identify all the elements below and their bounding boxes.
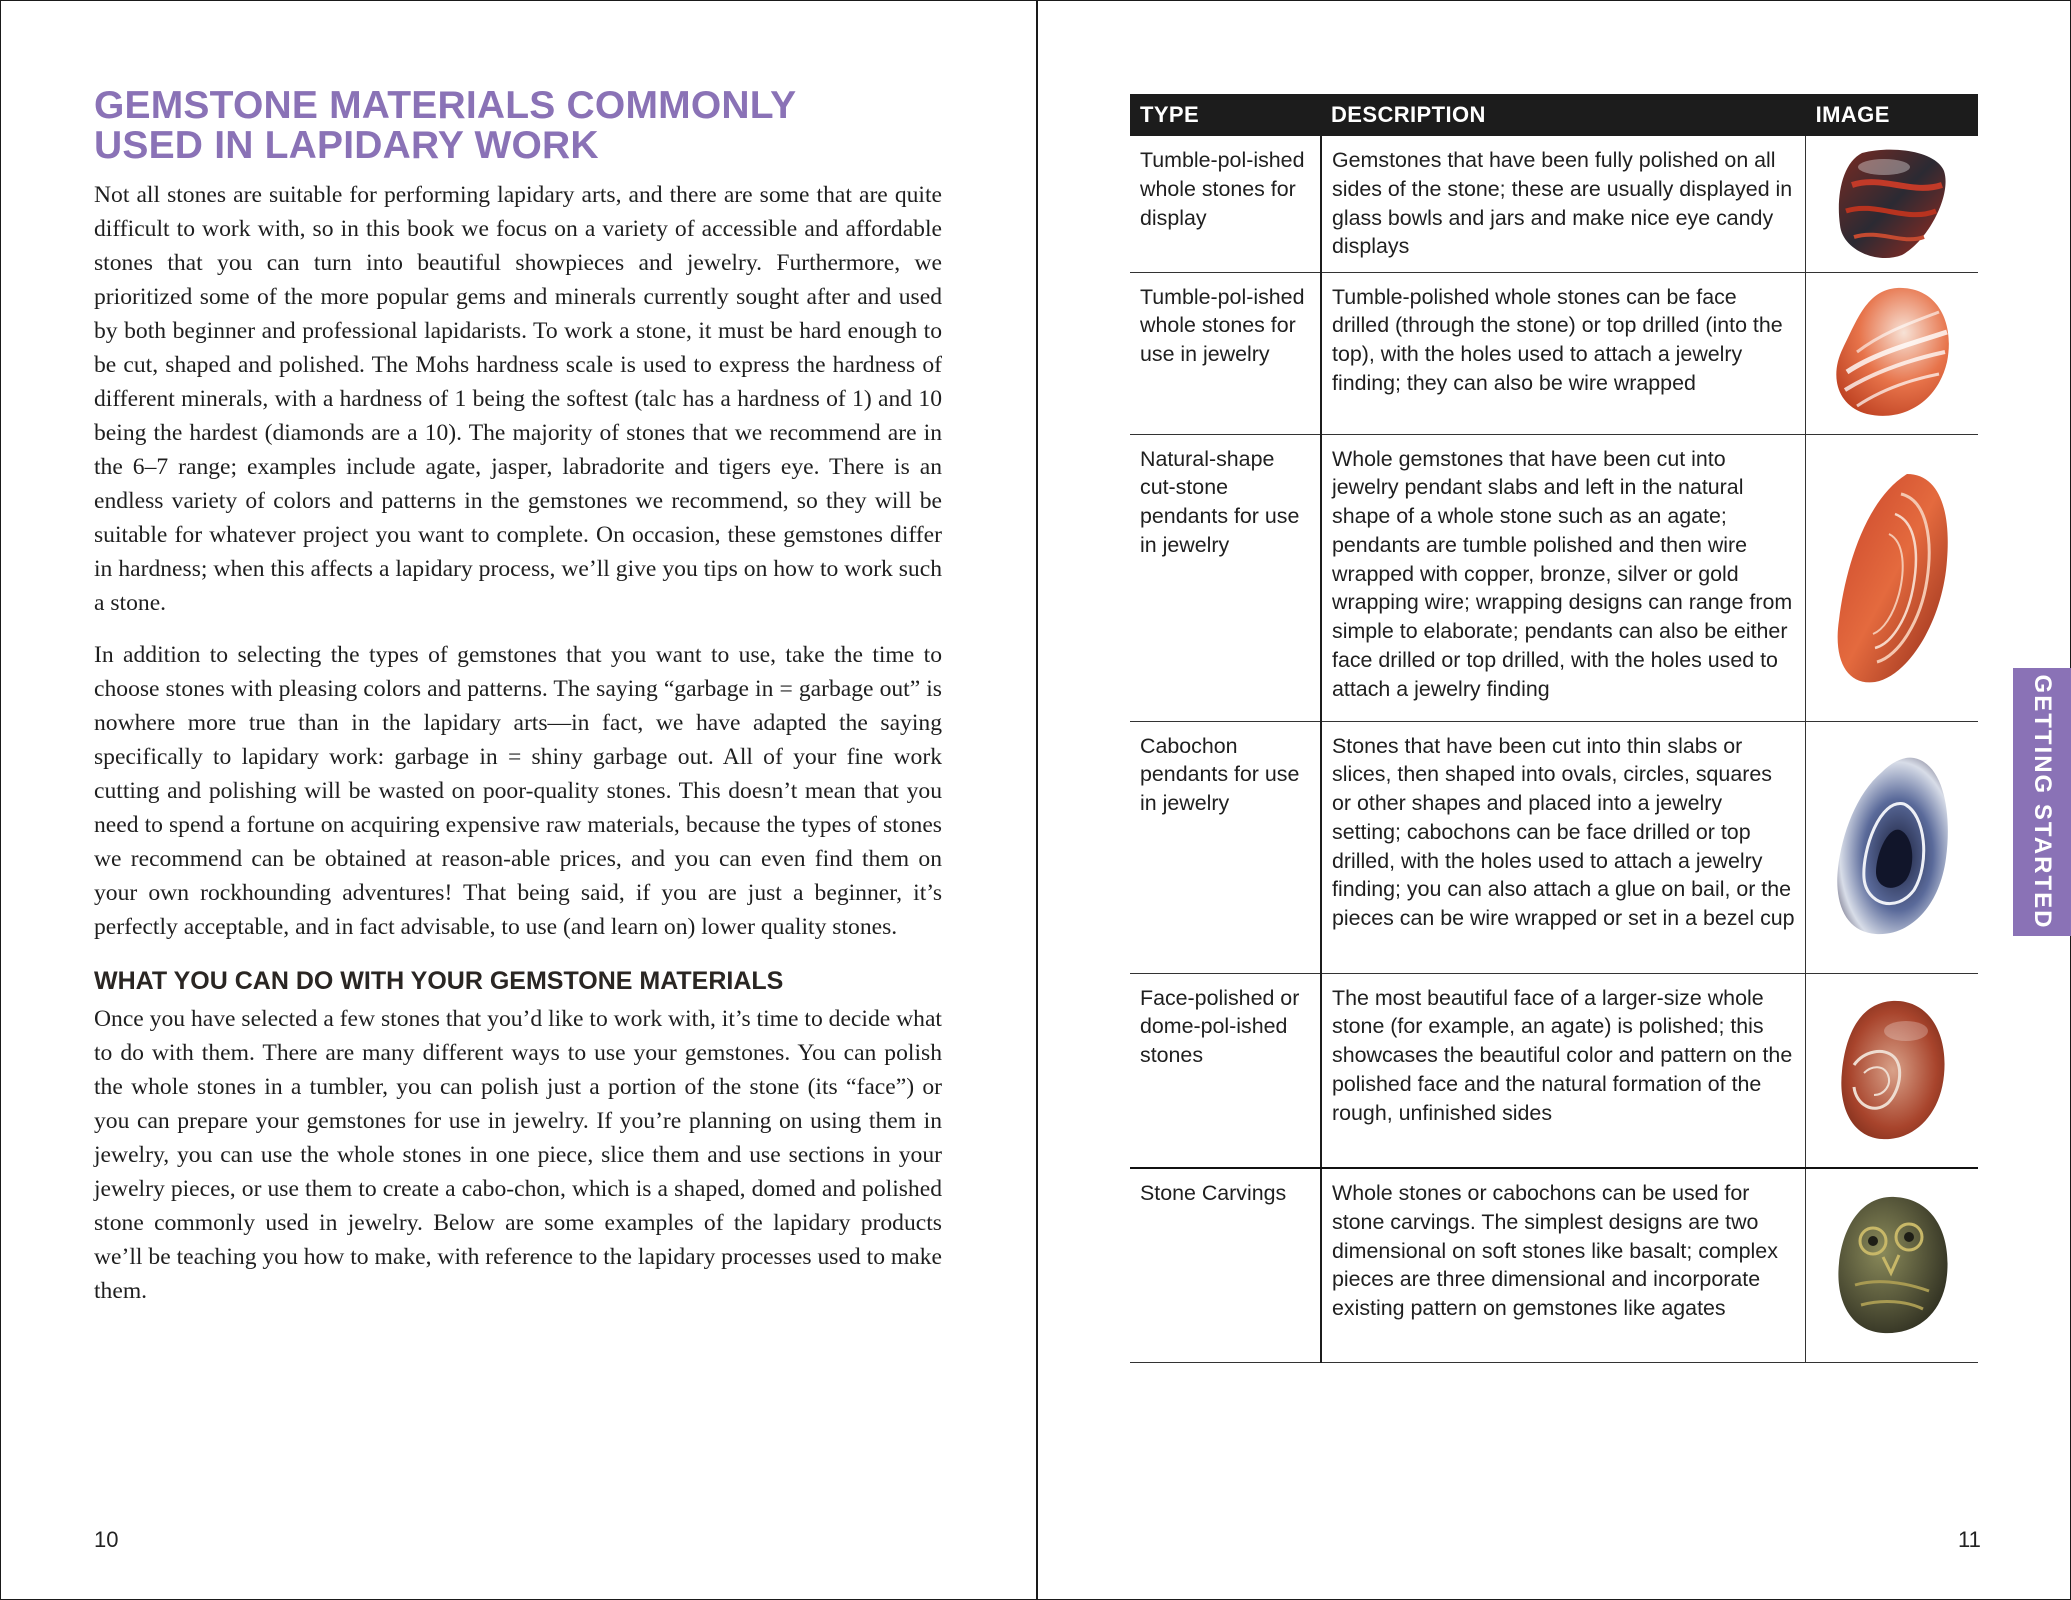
page-title: [94, 86, 942, 166]
table-row: [1130, 1168, 1978, 1362]
row-type: Tumble-pol-ished whole stones for display: [1130, 136, 1321, 272]
row-image-cell: [1806, 1168, 1978, 1362]
row-type: Natural-shape cut-stone pendants for use in jewelry: [1130, 434, 1321, 721]
uses-paragraph: Once you have selected a few stones that you’d like to work with, it’s time to decide what to do with them. There are many different ways to use your gemstones. You can polish the whole stones in a tumbler, you can polish just a portion of the stone (its “face”) or you can prepare your gemstones for use in jewelry. If you’re planning on using them in jewelry, you can use the whole stones in one piece, slice them and use sections in your jewelry pieces, or use them to create a cabo-chon, which is a shaped, domed and polished stone commonly used in jewelry. Below are some examples of the lapidary products we’ll be teaching you how to make, with reference to the lapidary processes used to make them.: [94, 1006, 942, 1304]
row-image-cell: [1806, 721, 1978, 973]
row-image-cell: [1806, 434, 1978, 721]
header-description: DESCRIPTION: [1321, 94, 1806, 136]
face-polished-agate-image: [1834, 995, 1950, 1145]
page-number-left: 10: [94, 1527, 119, 1552]
row-type: Stone Carvings: [1130, 1168, 1321, 1362]
cabochon-image: [1830, 754, 1954, 940]
agate-pendant-image: [1829, 470, 1955, 686]
row-description: Stones that have been cut into thin slabs or slices, then shaped into ovals, circles, squares or other shapes and placed into a jewelry setting; cabochons can be face drilled or top drilled, with the holes used to attach a jewelry finding; you can also attach a glue on bail, or the pieces can be wire wrapped or set in a bezel cup: [1321, 721, 1806, 973]
row-image-cell: [1806, 272, 1978, 434]
side-tab-label: GETTING STARTED: [2029, 674, 2056, 930]
table-row: [1130, 136, 1978, 272]
intro-paragraph: Not all stones are suitable for performing lapidary arts, and there are some that are quite difficult to work with, so in this book we focus on a variety of accessible and affordable stones that you can turn into beautiful showpieces and jewelry. Furthermore, we prioritized some of the more popular gems and minerals currently sought after and used by both beginner and professional lapidarists. To work a stone, it must be hard enough to be cut, shaped and polished. The Mohs hardness scale is used to express the hardness of different minerals, with a hardness of 1 being the softest (talc has a hardness of 1) and 10 being the hardest (diamonds are a 10). The majority of stones that we recommend are in the 6–7 range; examples include agate, jasper, labradorite and tigers eye. There is an endless variety of colors and patterns in the gemstones we recommend, so they will be suitable for whatever project you want to complete. On occasion, these gemstones differ in hardness; when this affects a lapidary process, we’ll give you tips on how to work such a stone.: [94, 182, 942, 616]
header-type: TYPE: [1130, 94, 1321, 136]
row-description: Whole stones or cabochons can be used for stone carvings. The simplest designs are two dimensional on soft stones like basalt; complex pieces are three dimensional and incorporate existing pattern on gemstones like agates: [1321, 1168, 1806, 1362]
page-number-right: 11: [1958, 1527, 1981, 1552]
row-image-cell: [1806, 136, 1978, 272]
table-row: [1130, 272, 1978, 434]
table-header-row: [1130, 94, 1978, 136]
row-description: The most beautiful face of a larger-size whole stone (for example, an agate) is polished; this showcases the beautiful color and pattern on the polished face and the natural formation of the rough, unfinished sides: [1321, 973, 1806, 1168]
carved-stone-image: [1831, 1193, 1953, 1337]
row-image-cell: [1806, 973, 1978, 1168]
header-image: IMAGE: [1806, 94, 1978, 136]
row-description: Gemstones that have been fully polished on all sides of the stone; these are usually displayed in glass bowls and jars and make nice eye candy displays: [1321, 136, 1806, 272]
table-row: [1130, 434, 1978, 721]
selection-paragraph: In addition to selecting the types of gemstones that you want to use, take the time to choose stones with pleasing colors and patterns. The saying “garbage in = garbage out” is nowhere more true than in the lapidary arts—in fact, we have adapted the saying specifically to lapidary work: garbage in = shiny garbage out. All of your fine work cutting and polishing will be wasted on poor-quality stones. This doesn’t mean that you need to spend a fortune on acquiring expensive raw materials, because the types of stones we recommend can be obtained at reason-able prices, and you can even find them on your own rockhounding adventures! That being said, if you are just a beginner, it’s perfectly acceptable, and in fact advisable, to use (and learn on) lower quality stones.: [94, 642, 942, 940]
gemstone-types-table: [1130, 94, 1978, 1363]
row-type: Cabochon pendants for use in jewelry: [1130, 721, 1321, 973]
row-type: Face-polished or dome-pol-ished stones: [1130, 973, 1321, 1168]
left-page: [94, 86, 942, 1308]
chapter-side-tab[interactable]: [2013, 668, 2071, 936]
title-line-1: GEMSTONE MATERIALS COMMONLY: [94, 84, 797, 127]
title-line-2: USED IN LAPIDARY WORK: [94, 124, 599, 167]
row-description: Whole gemstones that have been cut into jewelry pendant slabs and left in the natural shape of a whole stone such as an agate; pendants are tumble polished and then wire wrapped with copper, bronze, silver or gold wrapping wire; wrapping designs can range from simple to elaborate; pendants can also be either face drilled or top drilled, with the holes used to attach a jewelry finding: [1321, 434, 1806, 721]
row-type: Tumble-pol-ished whole stones for use in jewelry: [1130, 272, 1321, 434]
table-row: [1130, 973, 1978, 1168]
jasper-stone-image: [1832, 145, 1952, 263]
page-gutter: [1036, 0, 1038, 1600]
banded-agate-stone-image: [1827, 282, 1957, 424]
table-row: [1130, 721, 1978, 973]
row-description: Tumble-polished whole stones can be face drilled (through the stone) or top drilled (into the top), with the holes used to attach a jewelry finding; they can also be wire wrapped: [1321, 272, 1806, 434]
section-heading: WHAT YOU CAN DO WITH YOUR GEMSTONE MATERIALS: [94, 967, 784, 995]
